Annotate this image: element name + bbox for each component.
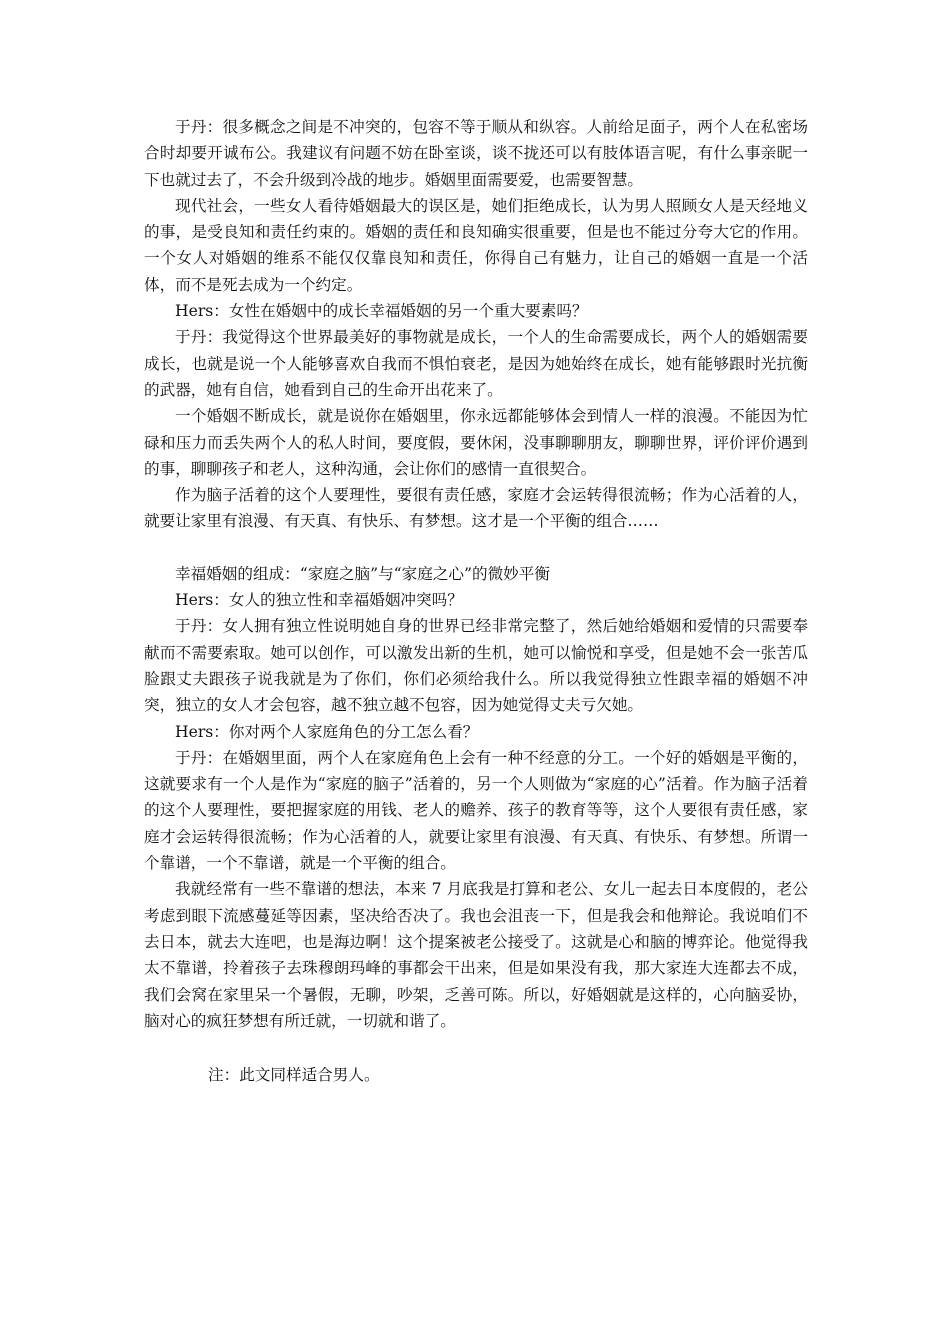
paragraph: Hers：你对两个人家庭角色的分工怎么看？ (175, 722, 479, 741)
paragraph: Hers：女人的独立性和幸福婚姻冲突吗？ (175, 591, 463, 610)
paragraph: Hers：女性在婚姻中的成长幸福婚姻的另一个重大要素吗？ (175, 302, 588, 321)
footnote: 注：此文同样适合男人。 (208, 1066, 380, 1084)
paragraph: 我就经常有一些不靠谱的想法，本来 7 月底我是打算和老公、女儿一起去日本度假的，老公考虑到眼下流感蔓延等因素，坚决给否决了。我也会沮丧一下，但是我会和他辩论。我说咱们不去日本，就去大连吧，也是海边啊！这个提案被老公接受了。这就是心和脑的博弈论。他觉得我太不靠谱，拎着孩子去珠穆朗玛峰的事都会干出来，但是如果没有我，那大家连大连都去不成，我们会窝在家里呆一个暑假，无聊，吵架，乏善可陈。所以，好婚姻就是这样的，心向脑妥协，脑对心的疯狂梦想有所迁就，一切就和谐了。 (144, 880, 808, 1030)
paragraph: 于丹：很多概念之间是不冲突的，包容不等于顺从和纵容。人前给足面子，两个人在私密场合时却要开诚布公。我建议有问题不妨在卧室谈，谈不拢还可以有肢体语言呢，有什么事亲昵一下也就过去了，不会升级到冷战的地步。婚姻里面需要爱，也需要智慧。 (144, 118, 808, 189)
document-body (144, 114, 808, 1034)
paragraph: 于丹：在婚姻里面，两个人在家庭角色上会有一种不经意的分工。一个好的婚姻是平衡的，这就要求有一个人是作为“家庭的脑子”活着的，另一个人则做为“家庭的心”活着。作为脑子活着的这个人要理性，要把握家庭的用钱、老人的赡养、孩子的教育等等，这个人要很有责任感，家庭才会运转得很流畅；作为心活着的人，就要让家里有浪漫、有天真、有快乐、有梦想。所谓一个靠谱，一个不靠谱，就是一个平衡的组合。 (144, 748, 808, 873)
paragraph-gap (144, 535, 808, 561)
paragraph: 一个婚姻不断成长，就是说你在婚姻里，你永远都能够体会到情人一样的浪漫。不能因为忙碌和压力而丢失两个人的私人时间，要度假，要休闲，没事聊聊朋友，聊聊世界，评价评价遇到的事，聊聊孩子和老人，这种沟通，会让你们的感情一直很契合。 (144, 407, 808, 478)
paragraph: 于丹：女人拥有独立性说明她自身的世界已经非常完整了，然后她给婚姻和爱情的只需要奉献而不需要索取。她可以创作，可以激发出新的生机，她可以愉悦和享受，但是她不会一张苦瓜脸跟丈夫跟孩子说我就是为了你们，你们必须给我什么。所以我觉得独立性跟幸福的婚姻不冲突，独立的女人才会包容，越不独立越不包容，因为她觉得丈夫亏欠她。 (144, 617, 808, 715)
paragraph: 于丹：我觉得这个世界最美好的事物就是成长，一个人的生命需要成长，两个人的婚姻需要成长，也就是说一个人能够喜欢自我而不惧怕衰老，是因为她始终在成长，她有能够跟时光抗衡的武器，她有自信，她看到自己的生命开出花来了。 (144, 328, 808, 399)
paragraph: 作为脑子活着的这个人要理性，要很有责任感，家庭才会运转得很流畅；作为心活着的人，就要让家里有浪漫、有天真、有快乐、有梦想。这才是一个平衡的组合…… (144, 486, 808, 531)
paragraph: 现代社会，一些女人看待婚姻最大的误区是，她们拒绝成长，认为男人照顾女人是天经地义的事，是受良知和责任约束的。婚姻的责任和良知确实很重要，但是也不能过分夸大它的作用。一个女人对婚姻的维系不能仅仅靠良知和责任，你得自己有魅力，让自己的婚姻一直是一个活体，而不是死去成为一个约定。 (144, 196, 808, 294)
section-heading: 幸福婚姻的组成：“家庭之脑”与“家庭之心”的微妙平衡 (175, 564, 550, 583)
